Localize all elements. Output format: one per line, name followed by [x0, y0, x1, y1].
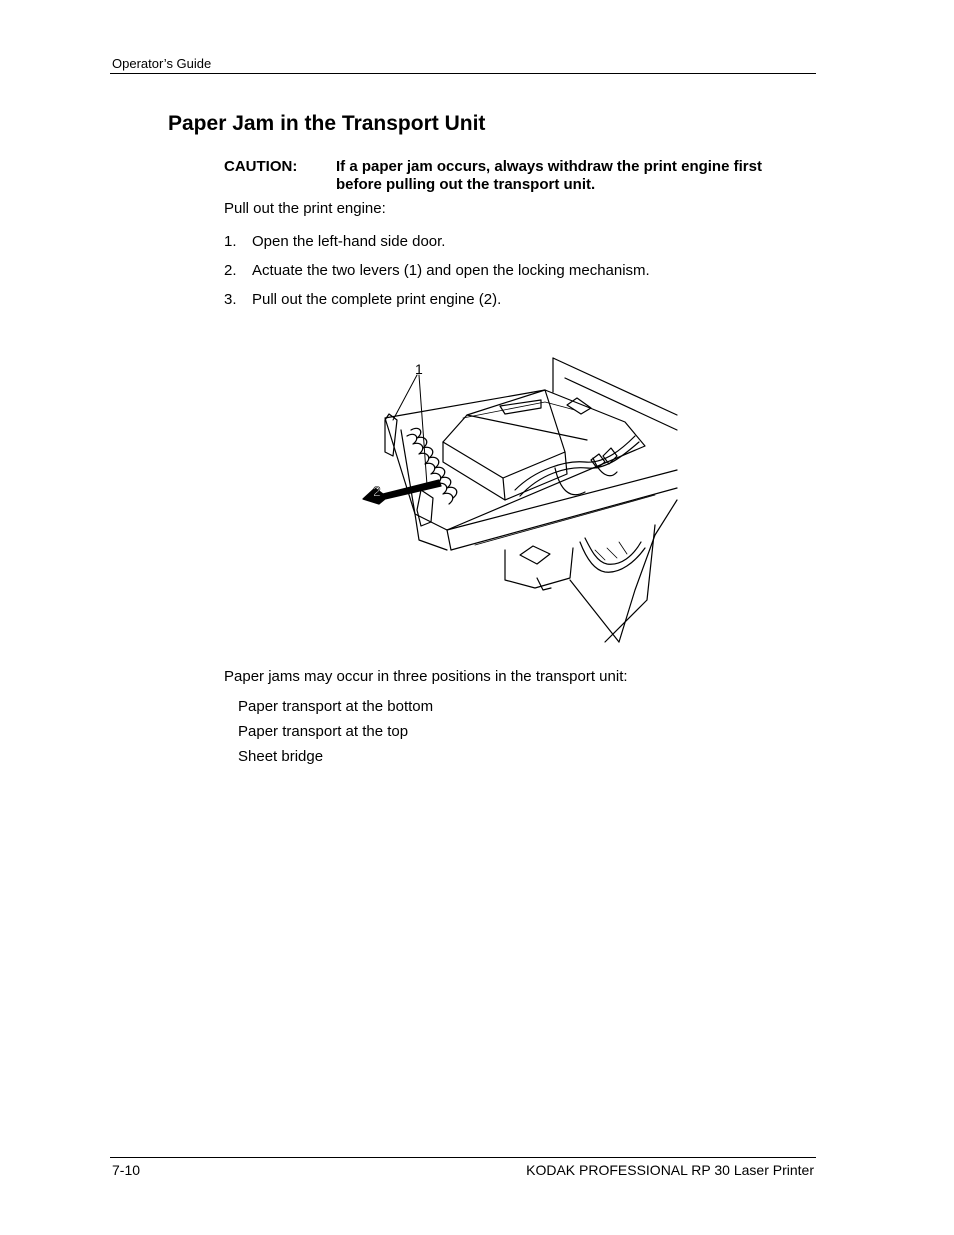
caution-text: If a paper jam occurs, always withdraw the print engine first before pulling out the transport unit.: [336, 158, 762, 193]
position-item: Sheet bridge: [238, 748, 324, 765]
product-name: KODAK PROFESSIONAL RP 30 Laser Printer: [526, 1162, 814, 1178]
page-number: 7-10: [112, 1162, 141, 1178]
step-2: [224, 262, 650, 279]
step-1: [224, 233, 445, 250]
position-item: Paper transport at the bottom: [238, 698, 434, 715]
section-title: Paper Jam in the Transport Unit: [168, 112, 486, 135]
step-3: [224, 291, 501, 308]
header-rule: [110, 73, 816, 74]
footer-rule: [110, 1157, 816, 1158]
positions-intro: Paper jams may occur in three positions in the transport unit:: [224, 668, 628, 685]
step-number: 1.: [224, 233, 237, 250]
step-number: 3.: [224, 291, 237, 308]
running-header: Operator’s Guide: [112, 56, 212, 71]
callout-1: 1: [415, 361, 423, 377]
step-text: Actuate the two levers (1) and open the locking mechanism.: [252, 262, 650, 279]
step-text: Open the left-hand side door.: [252, 233, 446, 250]
step-number: 2.: [224, 262, 237, 279]
callout-2: 2: [373, 483, 381, 499]
position-item: Paper transport at the top: [238, 723, 409, 740]
step-text: Pull out the complete print engine (2).: [252, 291, 502, 308]
intro-text: Pull out the print engine:: [224, 200, 386, 217]
caution-label: CAUTION:: [224, 158, 298, 175]
print-engine-illustration: [355, 350, 685, 650]
